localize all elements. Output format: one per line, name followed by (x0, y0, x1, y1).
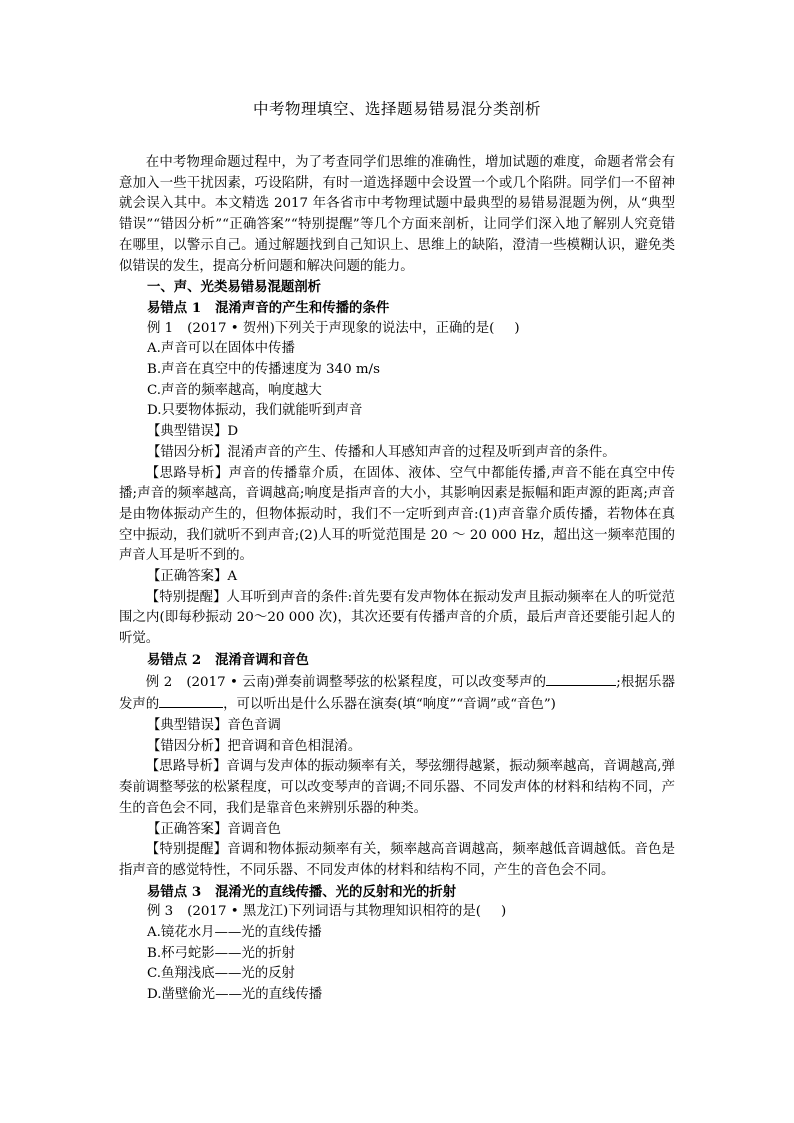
question-close: ) (514, 320, 520, 336)
option-b: B.声音在真空中的传播速度为 340 m/s (147, 362, 380, 378)
document-page (119, 98, 675, 1006)
intro-paragraph: 在中考物理命题过程中，为了考查同学们思维的准确性，增加试题的难度，命题者常会有意加入一些干扰因素，巧设陷阱，有时一道选择题中会设置一个或几个陷阱。同学们一不留神就会误入其中。本文精选 2017 年各省市中考物理试题中最典型的易错易混题为例，从“典型错误”“错因分析”“正确答案”“特别提醒”等几个方面来剖析，让同学们深入地了解别人究竟错在哪里，以警示自己。通过解题找到自己知识上、思维上的缺陷，澄清一些模糊认识，避免类似错误的发生，提高分析问题和解决问题的能力。 (119, 155, 675, 274)
question-close: ) (501, 904, 507, 920)
question-label: 例 2 (145, 674, 173, 690)
point-title: 混淆声音的产生和传播的条件 (215, 299, 390, 316)
question-2 (119, 671, 675, 716)
question-text-a: 弹奏前调整琴弦的松紧程度，可以改变琴声的 (274, 674, 547, 690)
point-number: 易错点 2 (147, 651, 202, 668)
point-heading-2 (119, 650, 675, 671)
point-heading-3 (119, 882, 675, 903)
special-reminder: 【特别提醒】人耳听到声音的条件:首先要有发声物体在振动发声且振动频率在人的听觉范围之内(即每秒振动 20～20 000 次)，其次还要有传播声音的介质，最后声音还要能引起人的听觉。 (119, 589, 675, 647)
solution-guide: 【思路导析】声音的传播靠介质，在固体、液体、空气中都能传播,声音不能在真空中传播;声音的频率越高，音调越高;响度是指声音的大小，其影响因素是振幅和距声源的距离;声音是由物体振动产生的，但物体振动时，我们不一定听到声音:(1)声音靠介质传播，若物体在真空中振动，我们就听不到声音;(2)人耳的听觉范围是 20 ～ 20 000 Hz，超出这一频率范围的声音人耳是听不到的。 (119, 465, 675, 564)
point-number: 易错点 3 (147, 883, 202, 900)
option-d: D.凿壁偷光——光的直线传播 (147, 987, 323, 1003)
error-analysis: 【错因分析】混淆声音的产生、传播和人耳感知声音的过程及听到声音的条件。 (147, 444, 616, 460)
typical-error: 【典型错误】音色音调 (147, 717, 281, 733)
option-b: B.杯弓蛇影——光的折射 (147, 945, 296, 961)
correct-answer: 【正确答案】A (147, 569, 238, 585)
question-text-c: ，可以听出是什么乐器在演奏(填“响度”“音调”或“音色”) (223, 697, 556, 713)
document-title: 中考物理填空、选择题易错易混分类剖析 (252, 100, 541, 118)
answer-blank[interactable] (159, 693, 223, 708)
option-a: A.声音可以在固体中传播 (147, 341, 295, 357)
question-source: (2017 • 贺州) (187, 320, 275, 336)
question-text: 下列词语与其物理知识相符的是( (288, 904, 481, 920)
question-source: (2017 • 云南) (186, 674, 275, 690)
solution-guide: 【思路导析】音调与发声体的振动频率有关，琴弦绷得越紧，振动频率越高，音调越高,弹奏前调整琴弦的松紧程度，可以改变琴声的音调;不同乐器、不同发声体的材料和结构不同，产生的音色会不同，我们是靠音色来辨别乐器的种类。 (119, 759, 675, 816)
option-d: D.只要物体振动，我们就能听到声音 (147, 403, 363, 419)
question-text: 下列关于声现象的说法中，正确的是( (274, 320, 495, 336)
error-analysis: 【错因分析】把音调和音色相混淆。 (147, 738, 362, 754)
option-a: A.镜花水月——光的直线传播 (147, 925, 322, 941)
special-reminder: 【特别提醒】音调和物体振动频率有关，频率越高音调越高，频率越低音调越低。音色是指声音的感觉特性，不同乐器、不同发声体的材料和结构不同，产生的音色会不同。 (119, 842, 675, 878)
correct-answer: 【正确答案】音调音色 (147, 821, 281, 837)
question-label: 例 3 (147, 904, 174, 920)
point-heading-1 (119, 298, 675, 319)
question-source: (2017 • 黑龙江) (187, 904, 289, 920)
answer-blank[interactable] (546, 671, 616, 686)
option-c: C.声音的频率越高，响度越大 (147, 382, 322, 398)
question-label: 例 1 (147, 320, 174, 336)
question-1 (119, 319, 675, 340)
point-title: 混淆光的直线传播、光的反射和光的折射 (215, 883, 457, 900)
question-3 (119, 902, 675, 923)
option-c: C.鱼翔浅底——光的反射 (147, 966, 295, 982)
question-text-b: ;根据乐器发声的 (119, 674, 675, 713)
point-number: 易错点 1 (147, 299, 202, 316)
point-title: 混淆音调和音色 (215, 651, 309, 668)
section-heading: 一、声、光类易错易混题剖析 (147, 279, 322, 296)
typical-error: 【典型错误】D (147, 424, 239, 440)
